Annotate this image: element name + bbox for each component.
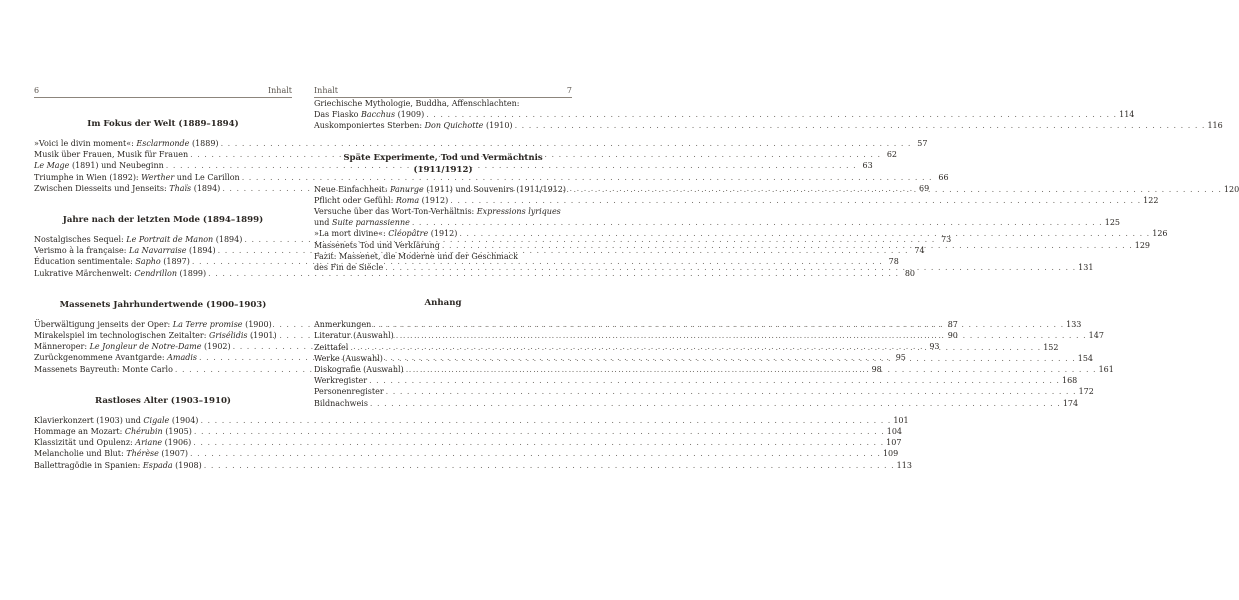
entry-title-suffix: (1900) xyxy=(242,319,272,329)
entry-work-title: Cendrillon xyxy=(134,268,177,278)
entry-page-number: 172 xyxy=(1078,387,1094,397)
toc-entry xyxy=(314,375,1078,386)
entry-work-title: Amadis xyxy=(167,353,198,363)
entry-page-number: 104 xyxy=(886,427,903,437)
entry-title xyxy=(314,319,371,330)
entry-page-number: 125 xyxy=(1104,218,1121,228)
entry-page-number: 73 xyxy=(941,235,952,245)
entry-page-number: 133 xyxy=(1066,320,1082,330)
entry-work-title: Don Quichotte xyxy=(424,121,484,131)
toc-entry xyxy=(314,386,1094,397)
section-title: Im Fokus der Welt (1889–1894) xyxy=(87,119,239,129)
entry-title xyxy=(314,330,394,341)
dot-leader xyxy=(190,448,881,459)
entry-page-number: 120 xyxy=(1223,184,1239,194)
toc-entry xyxy=(34,448,899,459)
entry-title-prefix: Éducation sentimentale: xyxy=(34,257,136,267)
entry-page-number: 87 xyxy=(947,319,958,329)
right-page-number: 7 xyxy=(566,86,572,95)
entry-title xyxy=(34,138,219,149)
entry-title xyxy=(314,386,384,397)
entry-title-prefix: »La mort divine«: xyxy=(314,229,389,239)
entry-title xyxy=(34,364,173,375)
entry-title-prefix: Massenets Bayreuth: Monte Carlo xyxy=(34,364,173,374)
entry-page-number: 122 xyxy=(1143,195,1159,205)
entry-title-prefix: Klavierkonzert (1903) und xyxy=(34,415,144,425)
entry-work-title: Cigale xyxy=(143,415,170,425)
entry-work-title: La Navarraise xyxy=(129,246,187,256)
section-title: Anhang xyxy=(424,298,462,309)
entry-title-prefix: Personenregister xyxy=(314,387,384,397)
dot-leader xyxy=(442,240,1133,251)
entry-page-number: 161 xyxy=(1098,365,1114,375)
entry-work-title: La Terre promise xyxy=(172,319,243,329)
toc-entry xyxy=(34,415,909,426)
section-title-line2: (1911/1912) xyxy=(413,164,473,175)
toc-list xyxy=(34,415,912,471)
entry-title-prefix: Mirakelspiel im technologischen Zeitalter: xyxy=(34,331,209,341)
entry-work-title: Le Jongleur de Notre-Dame xyxy=(89,342,202,352)
entry-title xyxy=(314,251,518,262)
entry-title-suffix: (1910) xyxy=(483,121,513,131)
entry-title-suffix: (1894) xyxy=(213,235,243,245)
entry-title xyxy=(34,415,198,426)
entry-title-suffix: (1901) xyxy=(247,331,277,341)
entry-title-suffix: (1904) xyxy=(169,415,199,425)
dot-leader xyxy=(396,330,1087,341)
entry-page-number: 69 xyxy=(919,183,930,193)
entry-page-number: 129 xyxy=(1134,240,1151,250)
left-running-title: Inhalt xyxy=(267,86,292,95)
entry-title: Griechische Mythologie, Buddha, Affenschlachten: xyxy=(314,99,520,108)
entry-title xyxy=(34,172,240,183)
entry-title-suffix: (1894) xyxy=(186,246,216,256)
entry-title xyxy=(34,256,190,267)
entry-work-title: Expressions lyriques xyxy=(476,207,561,217)
entry-page-number: 107 xyxy=(886,438,902,448)
dot-leader xyxy=(370,398,1061,409)
entry-title-suffix: (1909) xyxy=(395,110,425,120)
entry-title xyxy=(34,437,191,448)
entry-page-number: 152 xyxy=(1043,342,1059,352)
entry-title-prefix: Zwischen Diesseits und Jenseits: xyxy=(34,183,170,193)
entry-title-prefix: Diskografie (Auswahl) xyxy=(314,365,404,375)
entry-title xyxy=(34,448,188,459)
entry-title-prefix: und xyxy=(314,218,332,228)
entry-title-prefix: Werkregister xyxy=(314,376,368,386)
dot-leader xyxy=(385,262,1076,273)
entry-title xyxy=(314,120,513,131)
toc-entry xyxy=(34,426,903,437)
entry-title xyxy=(314,240,440,251)
entry-title xyxy=(34,149,188,160)
entry-title-suffix: (1906) xyxy=(162,438,192,448)
dot-leader xyxy=(204,460,895,471)
entry-page-number: 109 xyxy=(882,449,899,459)
entry-title-prefix: »Voici le divin moment«: xyxy=(34,139,137,148)
entry-title-prefix: Literatur (Auswahl) xyxy=(314,331,394,341)
entry-title xyxy=(314,375,367,386)
entry-title xyxy=(34,319,272,330)
entry-title xyxy=(34,426,192,437)
entry-page-number: 98 xyxy=(871,364,882,374)
entry-title-suffix: (1894) xyxy=(191,183,221,193)
toc-entry xyxy=(314,120,1223,131)
entry-work-title: Esclarmonde xyxy=(136,139,190,148)
entry-title xyxy=(314,195,448,206)
entry-title-prefix: Pflicht oder Gefühl: xyxy=(314,195,396,205)
dot-leader xyxy=(194,426,885,437)
dot-leader xyxy=(386,386,1077,397)
entry-title-prefix: Musik über Frauen, Musik für Frauen xyxy=(34,150,189,160)
entry-title-prefix: Anmerkungen xyxy=(314,320,372,330)
dot-leader xyxy=(350,342,1041,353)
entry-page-number: 126 xyxy=(1152,229,1168,239)
dot-leader xyxy=(200,415,891,426)
entry-page-number: 78 xyxy=(888,257,899,267)
dot-leader xyxy=(515,120,1206,131)
entry-title-suffix: (1905) xyxy=(162,427,192,437)
entry-title xyxy=(34,245,216,256)
entry-title-prefix: Hommage an Mozart: xyxy=(34,427,125,437)
entry-title-suffix: (1911) und Souvenirs (1911/1912) xyxy=(423,184,566,194)
entry-title xyxy=(34,330,277,341)
entry-page-number: 63 xyxy=(862,161,873,171)
entry-title xyxy=(34,183,220,194)
entry-title-suffix: (1912) xyxy=(428,229,458,239)
dot-leader xyxy=(406,364,1097,375)
entry-title xyxy=(314,353,383,364)
toc-entry xyxy=(314,228,1168,239)
toc-entry xyxy=(314,195,1159,206)
toc-entry xyxy=(34,172,949,183)
entry-title-prefix: Das Fiasko xyxy=(314,110,362,120)
entry-page-number: 74 xyxy=(914,246,925,256)
entry-page-number: 174 xyxy=(1062,398,1079,408)
entry-title-prefix: Zeittafel xyxy=(314,342,349,352)
entry-work-title: Cléopâtre xyxy=(388,229,429,239)
entry-work-title: Le Mage xyxy=(34,161,70,171)
toc-entry xyxy=(314,217,1121,228)
entry-title xyxy=(314,262,383,273)
entry-title-prefix: Überwältigung jenseits der Oper: xyxy=(34,319,173,329)
entry-page-number: 95 xyxy=(895,353,906,363)
section-title: Jahre nach der letzten Mode (1894–1899) xyxy=(62,215,264,226)
entry-page-number: 168 xyxy=(1061,376,1078,386)
entry-page-number: 57 xyxy=(917,139,928,148)
entry-title xyxy=(34,460,202,471)
entry-page-number: 90 xyxy=(947,331,958,341)
entry-title-prefix: Bildnachweis xyxy=(314,398,368,408)
entry-title xyxy=(34,352,197,363)
toc-entry xyxy=(314,206,572,217)
entry-title-prefix: Männeroper: xyxy=(34,342,90,352)
entry-title-prefix: Verismo à la française: xyxy=(34,246,129,256)
dot-leader xyxy=(193,437,884,448)
entry-page-number: 154 xyxy=(1077,353,1094,363)
left-page-number: 6 xyxy=(34,86,40,95)
entry-page-number: 80 xyxy=(904,268,916,278)
toc-entry xyxy=(314,398,1079,409)
dot-leader xyxy=(369,375,1060,386)
entry-page-number: 131 xyxy=(1078,263,1094,273)
right-running-head xyxy=(314,84,572,98)
entry-title-suffix: (1912) xyxy=(419,195,449,205)
entry-work-title: Thérèse xyxy=(126,449,159,459)
entry-title xyxy=(314,206,561,217)
entry-work-title: Espada xyxy=(142,460,173,470)
entry-page-number: 147 xyxy=(1088,331,1104,341)
entry-title-prefix: Massenets Tod und Verklärung xyxy=(314,240,440,250)
entry-title-prefix: Auskomponiertes Sterben: xyxy=(314,121,425,131)
entry-title-prefix: Lukrative Märchenwelt: xyxy=(34,268,135,278)
section-title: Rastloses Alter (1903–1910) xyxy=(94,395,231,406)
entry-title-suffix: (1902) xyxy=(201,342,231,352)
dot-leader xyxy=(426,109,1117,120)
entry-title xyxy=(314,217,410,228)
right-running-title: Inhalt xyxy=(314,86,339,95)
entry-work-title: Thaïs xyxy=(169,183,192,193)
toc-entry xyxy=(34,460,912,471)
entry-work-title: Le Portrait de Manon xyxy=(126,235,214,245)
entry-title xyxy=(314,184,566,195)
entry-title xyxy=(314,228,457,239)
section-title: Massenets Jahrhundertwende (1900–1903) xyxy=(59,299,267,310)
entry-work-title: Sapho xyxy=(135,257,161,267)
entry-title-prefix: Versuche über das Wort-Ton-Verhältnis: xyxy=(314,207,477,217)
entry-title-prefix: Melancholie und Blut: xyxy=(34,449,127,459)
entry-title-prefix: Triumphe in Wien (1892): xyxy=(34,172,142,182)
entry-page-number: 66 xyxy=(938,172,949,182)
entry-title xyxy=(314,109,424,120)
entry-title xyxy=(34,268,206,279)
entry-title-suffix: und Le Carillon xyxy=(174,172,240,182)
entry-title-suffix: (1889) xyxy=(189,139,219,148)
entry-title xyxy=(314,398,368,409)
entry-title xyxy=(314,342,348,353)
dot-leader xyxy=(459,228,1150,239)
toc-list xyxy=(314,109,1223,131)
entry-title-suffix: (1891) und Neubeginn xyxy=(69,161,164,171)
entry-title-suffix: (1897) xyxy=(160,257,190,267)
entry-work-title: Chérubin xyxy=(124,427,163,437)
toc-continuation xyxy=(314,98,572,109)
entry-title xyxy=(34,160,164,171)
entry-title xyxy=(314,364,404,375)
entry-title-prefix: des Fin de Siècle xyxy=(314,263,384,273)
toc-entry xyxy=(314,251,572,262)
entry-title-prefix: Nostalgisches Sequel: xyxy=(34,235,127,245)
entry-page-number: 93 xyxy=(929,342,940,352)
toc-entry xyxy=(314,109,1135,120)
entry-title-suffix: (1907) xyxy=(158,449,189,459)
entry-page-number: 62 xyxy=(886,150,897,160)
toc-entry xyxy=(34,138,928,149)
section-title: Späte Experimente, Tod und Vermächtnis xyxy=(343,152,543,163)
entry-work-title: Grisélidis xyxy=(208,331,248,341)
dot-leader xyxy=(373,319,1064,330)
entry-work-title: Panurge xyxy=(389,184,424,194)
entry-title xyxy=(34,234,242,245)
toc-entry xyxy=(314,98,572,109)
entry-work-title: Suite parnassienne xyxy=(331,218,410,228)
entry-work-title: Werther xyxy=(141,172,175,182)
entry-title-suffix: (1908) xyxy=(172,460,202,470)
entry-title-prefix: Fazit: Massenet, die Moderne und der Geschmack xyxy=(314,251,518,261)
entry-title-prefix: Zurückgenommene Avantgarde: xyxy=(34,353,168,363)
toc-entry xyxy=(34,437,902,448)
dot-leader xyxy=(412,217,1103,228)
dot-leader xyxy=(385,353,1076,364)
entry-work-title: Bacchus xyxy=(361,110,396,120)
entry-title-prefix: Neue Einfachheit: xyxy=(314,184,390,194)
entry-work-title: Ariane xyxy=(135,438,163,448)
entry-page-number: 113 xyxy=(896,460,912,470)
entry-title-prefix: Ballettragödie in Spanien: xyxy=(34,460,143,470)
entry-page-number: 116 xyxy=(1207,121,1223,131)
entry-title-prefix: Klassizität und Opulenz: xyxy=(34,438,136,448)
dot-leader xyxy=(450,195,1141,206)
entry-work-title: Roma xyxy=(395,195,420,205)
entry-page-number: 101 xyxy=(893,415,909,425)
left-running-head xyxy=(34,84,292,98)
entry-title-suffix: (1899) xyxy=(176,268,207,278)
dot-leader xyxy=(531,184,1222,195)
entry-page-number: 114 xyxy=(1119,110,1135,120)
entry-title-prefix: Werke (Auswahl) xyxy=(314,353,383,363)
entry-title xyxy=(34,341,231,352)
